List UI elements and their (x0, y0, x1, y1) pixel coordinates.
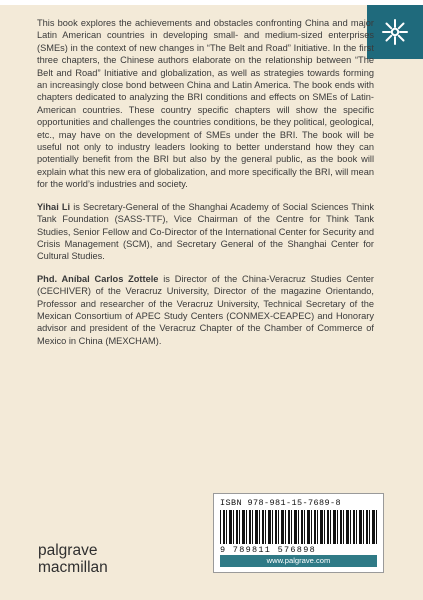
author-name: Yihai Li (37, 201, 71, 212)
author-bio-yihai-li (37, 201, 374, 263)
author-bio-anibal-zottele (37, 273, 374, 347)
star-burst-icon (379, 16, 411, 48)
author-name: Phd. Aníbal Carlos Zottele (37, 273, 159, 284)
book-description: This book explores the achievements and obstacles confronting China and major Latin American countries in developing small- and medium-sized enterprises (SMEs) in the context of new changes in “The Belt and Road” Initiative. In the first three chapters, the Chinese authors elaborate on the relationship between “The Belt and Road” Initiative and globalization, as well as strategies towards forming an increasingly close bond between China and Latin America. The book ends with chapters dedicated to analyzing the BRI conditions and effects on SMEs of Latin-American countries. These country specific chapters will show the specific opportunities and challenges the countries conditions, be they political, geological, etc., may have on the development of SMEs under the BRI. The book will be useful not only to industry leaders looking to better understand how they can potentially benefit from the BRI but also by the general public, as the book will explain what this new era of globalization, and more specifically the BRI, will mean for the world’s industries and society. (37, 18, 374, 190)
back-cover-text (37, 17, 374, 357)
author-bio-text: is Director of the China-Veracruz Studies Center (CECHIVER) of the Veracruz University, Director of the magazine Orientando, Professor and researcher of the Veracruz University, Technical Secretary of the Mexican Consortium of APEC Study Centers (CONMEX-CEAPEC) and Honorary advisor and president of the Veracruz Chapter of the Chamber of Commerce of Mexico in China (MEXCHAM). (37, 273, 374, 346)
publisher-website: www.palgrave.com (220, 555, 377, 567)
publisher-logo (367, 5, 423, 59)
isbn-label: ISBN 978-981-15-7689-8 (220, 498, 342, 508)
publisher-wordmark (38, 542, 108, 576)
barcode-digits: 9 789811 576898 (220, 545, 317, 555)
author-bio-text: is Secretary-General of the Shanghai Academy of Social Sciences Think Tank Foundation (SASS-TTF), Vice Chairman of the Centre for Think Tank Studies, Senior Fellow and Co-Director of the International Center for Security and Crisis Management (SCM), and Secretary General of the Shanghai Center for Cultural Studies. (37, 201, 374, 262)
publisher-line-1: palgrave (38, 542, 98, 559)
top-band (0, 0, 423, 5)
isbn-barcode-box (213, 493, 384, 573)
publisher-line-2: macmillan (38, 559, 108, 576)
barcode (220, 510, 378, 544)
